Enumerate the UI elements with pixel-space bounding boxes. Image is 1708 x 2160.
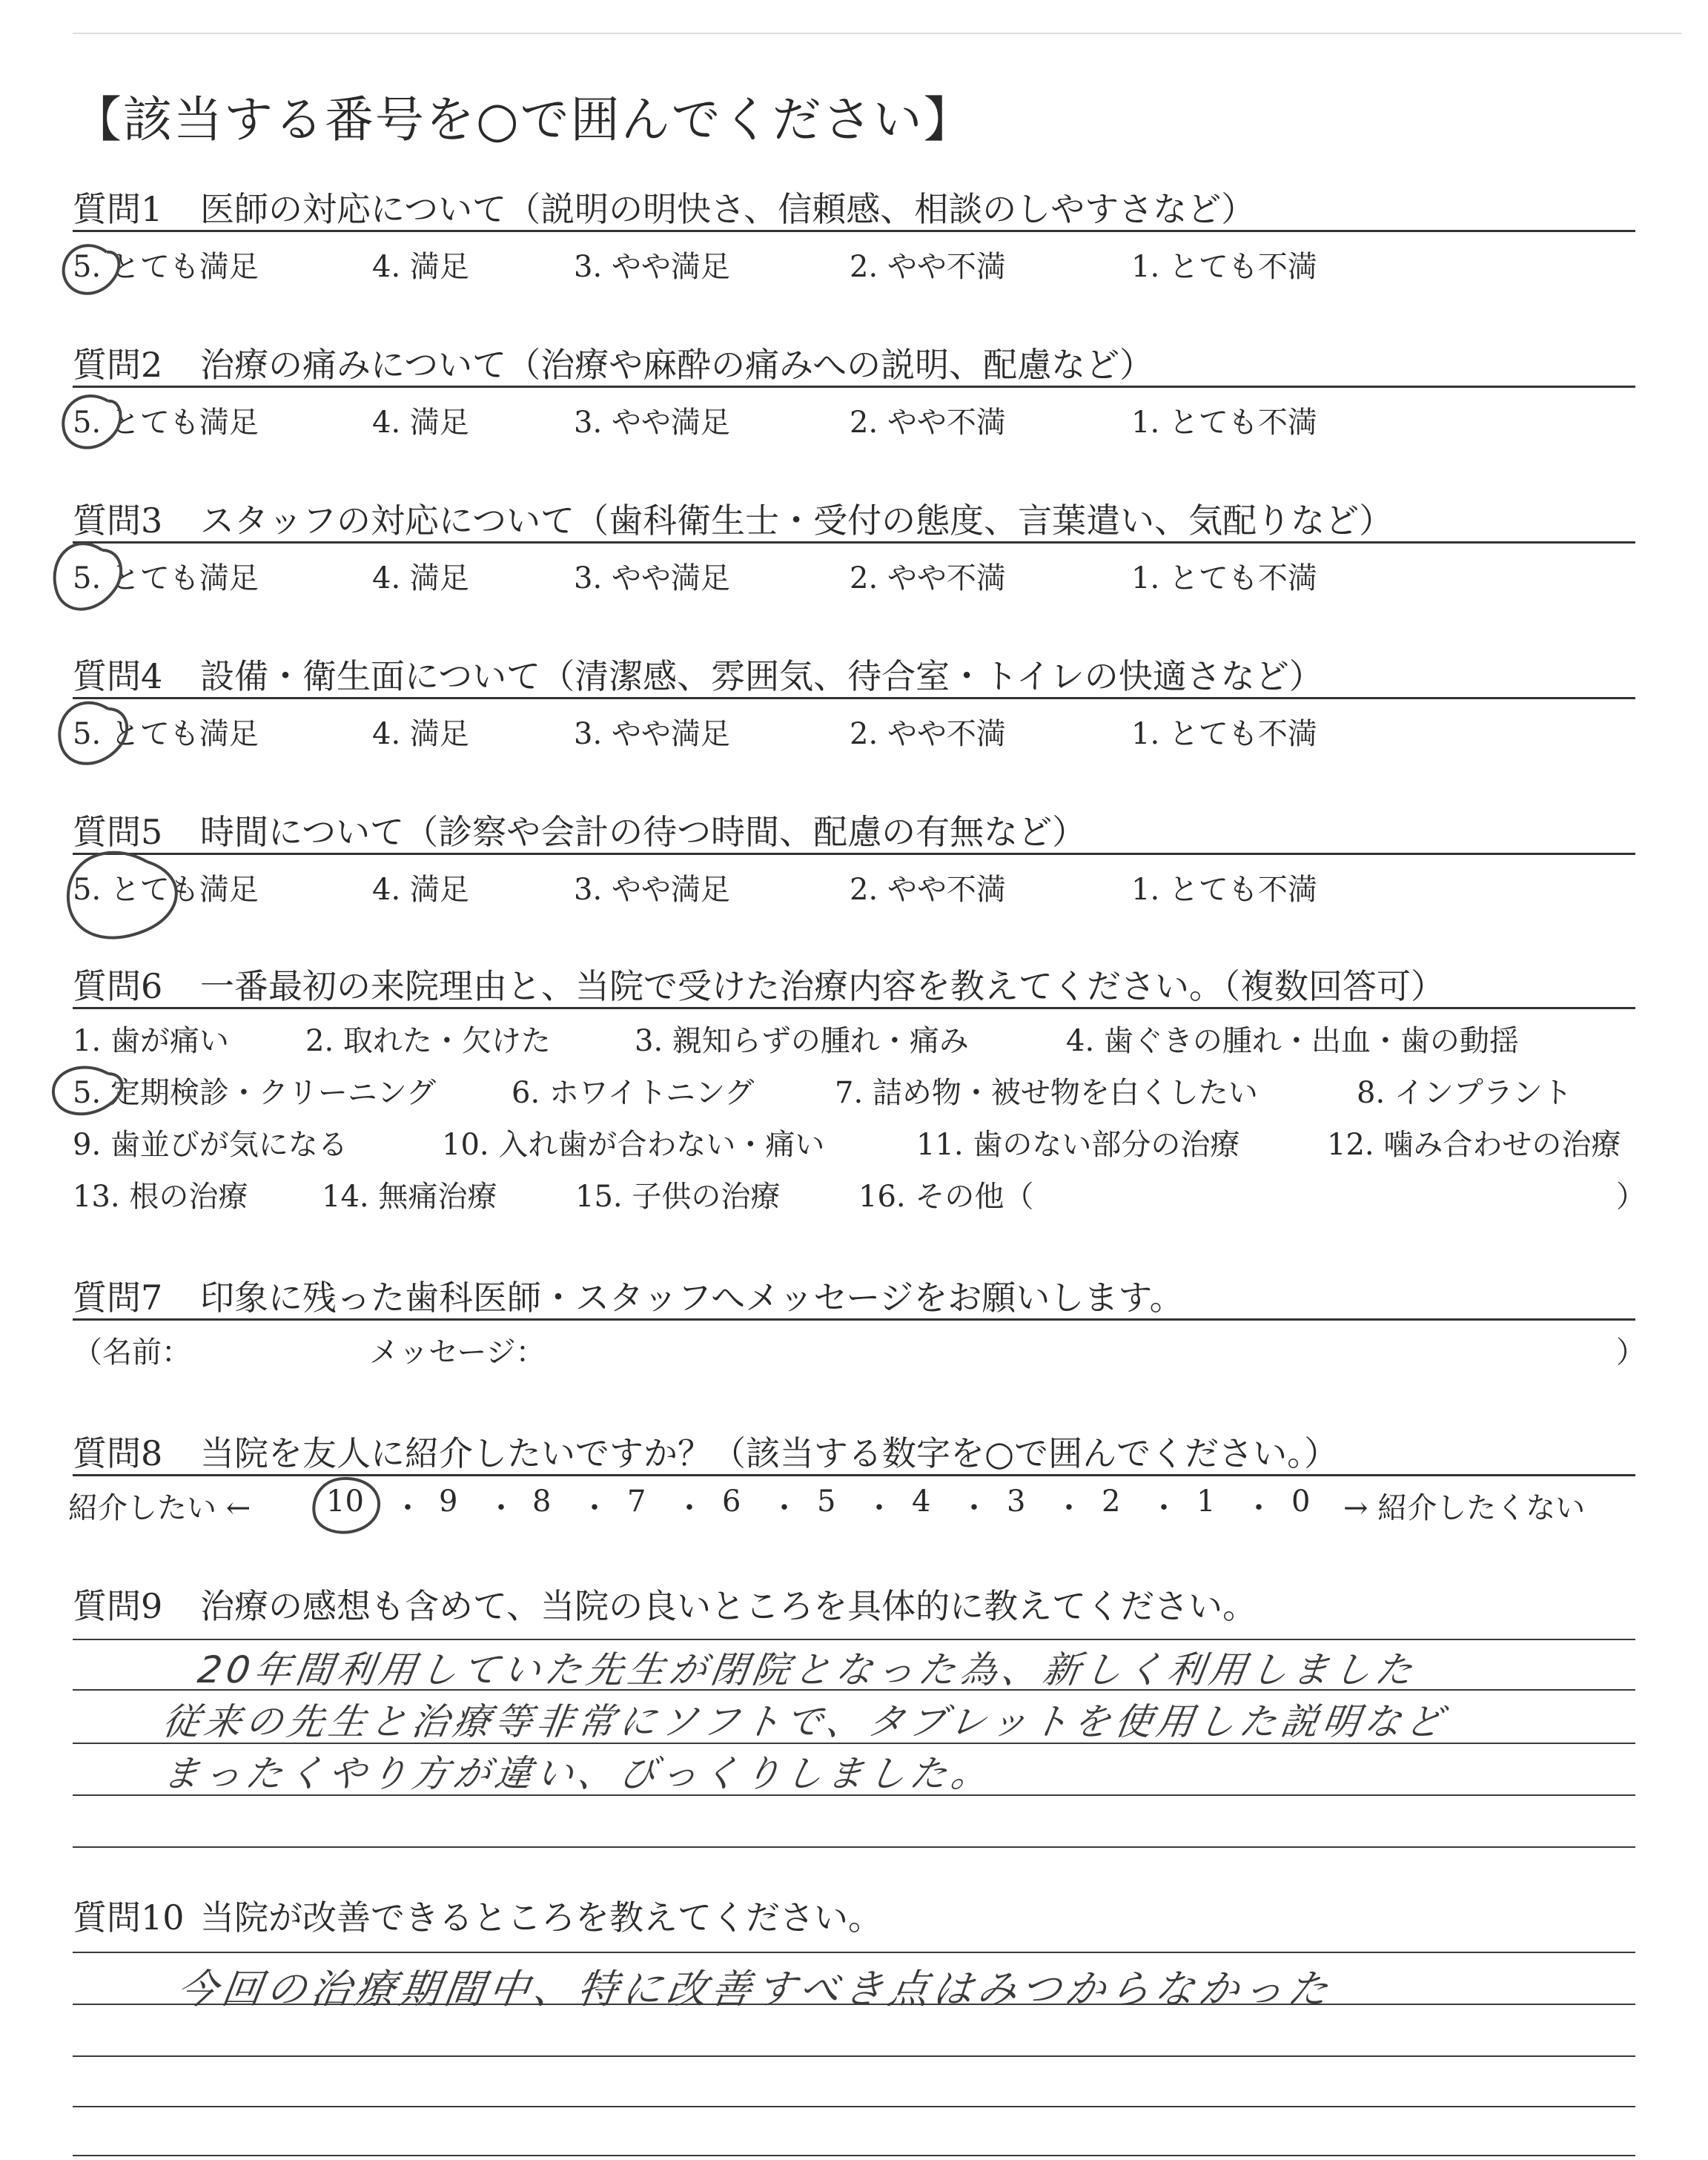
q6-option-10[interactable]: 10. 入れ歯が合わない・痛い [442,1128,825,1162]
q8-separator: ・ [1149,1491,1179,1525]
q8-score-3[interactable]: 3 [1007,1484,1026,1519]
q5-option-5[interactable]: 5. とても満足 [73,873,259,907]
question-3-number: 質問3 [73,501,163,541]
q8-right-label: → 紹介したくない [1343,1491,1586,1525]
question-1-number: 質問1 [73,189,163,229]
q10-line-3 [73,2055,1635,2057]
q8-score-4[interactable]: 4 [912,1484,931,1519]
q1-option-3[interactable]: 3. やや満足 [574,250,730,284]
q10-line-1 [73,1952,1635,1953]
q8-separator: ・ [769,1491,799,1525]
q8-separator: ・ [580,1491,609,1525]
q2-option-5[interactable]: 5. とても満足 [73,406,259,440]
top-divider [73,33,1681,34]
question-2-rule [73,386,1635,388]
q7-close-paren: ） [1616,1335,1646,1370]
q2-option-3[interactable]: 3. やや満足 [574,406,730,440]
question-7-rule [73,1318,1635,1321]
q4-option-4[interactable]: 4. 満足 [372,717,469,751]
question-3-title [73,494,1393,543]
q2-option-1[interactable]: 1. とても不満 [1131,406,1317,440]
q1-option-4[interactable]: 4. 満足 [372,250,469,284]
question-8-title [73,1427,1338,1476]
question-1-text: 医師の対応について（説明の明快さ、信頼感、相談のしやすさなど） [200,189,1256,229]
question-6-number: 質問6 [73,966,163,1006]
page-title: 【該当する番号を○で囲んでください】 [73,91,974,148]
q6-option-4[interactable]: 4. 歯ぐきの腫れ・出血・歯の動揺 [1066,1024,1519,1058]
question-5-text: 時間について（診察や会計の待つ時間、配慮の有無など） [200,812,1087,852]
q10-line-4 [73,2106,1635,2107]
question-8-text: 当院を友人に紹介したいですか？（該当する数字を○で囲んでください。） [200,1433,1339,1473]
q8-score-5[interactable]: 5 [817,1484,836,1519]
question-10-number: 質問10 [73,1898,185,1938]
q8-score-1[interactable]: 1 [1196,1484,1216,1519]
q3-option-2[interactable]: 2. やや不満 [850,561,1006,595]
q7-message-label: メッセージ： [369,1335,546,1370]
q6-option-9[interactable]: 9. 歯並びが気になる [73,1128,348,1162]
q6-option-11[interactable]: 11. 歯のない部分の治療 [916,1128,1240,1162]
q9-answer-line-2: 従来の先生と治療等非常にソフトで、タブレットを使用した説明など [159,1700,1451,1743]
q8-separator: ・ [1054,1491,1084,1525]
question-8-number: 質問8 [73,1433,163,1473]
q8-separator: ・ [675,1491,704,1525]
q8-left-label: 紹介したい ← [68,1491,251,1525]
q6-option-16-close: ） [1616,1180,1646,1214]
q4-option-5[interactable]: 5. とても満足 [73,717,259,751]
q8-score-9[interactable]: 9 [439,1484,458,1519]
question-9-title [73,1579,1257,1628]
q6-option-1[interactable]: 1. 歯が痛い [73,1024,229,1058]
q8-score-10[interactable]: 10 [326,1484,364,1519]
q8-separator: ・ [864,1491,894,1525]
question-2-title [73,338,1153,387]
q6-option-6[interactable]: 6. ホワイトニング [512,1076,755,1110]
q8-score-6[interactable]: 6 [722,1484,741,1519]
q2-option-2[interactable]: 2. やや不満 [850,406,1006,440]
q3-option-5[interactable]: 5. とても満足 [73,561,259,595]
question-1-title [73,182,1255,231]
q1-option-1[interactable]: 1. とても不満 [1131,250,1317,284]
q8-separator: ・ [959,1491,989,1525]
question-4-number: 質問4 [73,656,163,696]
question-3-text: スタッフの対応について（歯科衛生士・受付の態度、言葉遣い、気配りなど） [200,501,1394,541]
question-6-rule [73,1007,1635,1009]
q10-line-5 [73,2155,1635,2156]
question-10-title [73,1891,882,1940]
q4-option-1[interactable]: 1. とても不満 [1131,717,1317,751]
question-1-rule [73,230,1635,232]
q6-option-5[interactable]: 5. 定期検診・クリーニング [73,1076,437,1110]
q5-option-3[interactable]: 3. やや満足 [574,873,730,907]
q7-name-label: （名前： [73,1335,191,1370]
q1-option-2[interactable]: 2. やや不満 [850,250,1006,284]
q10-answer-line-1: 今回の治療期間中、特に改善すべき点はみつからなかった [174,1966,1336,2012]
q9-line-5 [73,1846,1635,1848]
q6-option-2[interactable]: 2. 取れた・欠けた [305,1024,551,1058]
q8-score-0[interactable]: 0 [1291,1484,1311,1519]
q6-option-7[interactable]: 7. 詰め物・被せ物を白くしたい [835,1076,1258,1110]
question-6-title [73,960,1445,1008]
question-5-rule [73,853,1635,855]
question-7-text: 印象に残った歯科医師・スタッフへメッセージをお願いします。 [200,1278,1184,1318]
question-9-number: 質問9 [73,1586,163,1626]
question-2-text: 治療の痛みについて（治療や麻酔の痛みへの説明、配慮など） [200,345,1154,385]
q6-option-13[interactable]: 13. 根の治療 [73,1180,248,1214]
q6-option-8[interactable]: 8. インプラント [1357,1076,1572,1110]
question-9-text: 治療の感想も含めて、当院の良いところを具体的に教えてください。 [200,1586,1257,1626]
question-10-text: 当院が改善できるところを教えてください。 [200,1898,882,1938]
q8-separator: ・ [1244,1491,1274,1525]
q3-option-4[interactable]: 4. 満足 [372,561,469,595]
question-4-text: 設備・衛生面について（清潔感、雰囲気、待合室・トイレの快適さなど） [200,656,1323,696]
q6-option-3[interactable]: 3. 親知らずの腫れ・痛み [635,1024,969,1058]
q1-option-5[interactable]: 5. とても満足 [73,250,259,284]
q5-option-4[interactable]: 4. 満足 [372,873,469,907]
question-5-number: 質問5 [73,812,163,852]
question-4-rule [73,697,1635,699]
q9-answer-line-1: 20年間利用していた先生が閉院となった為、新しく利用しました [195,1648,1420,1691]
question-3-rule [73,541,1635,544]
q8-separator: ・ [486,1491,516,1525]
question-8-rule [73,1474,1635,1476]
q3-option-3[interactable]: 3. やや満足 [574,561,730,595]
q8-score-8[interactable]: 8 [532,1484,552,1519]
q8-score-2[interactable]: 2 [1102,1484,1121,1519]
q3-option-1[interactable]: 1. とても不満 [1131,561,1317,595]
q4-option-2[interactable]: 2. やや不満 [850,717,1006,751]
question-5-title [73,805,1086,854]
q6-option-15[interactable]: 15. 子供の治療 [575,1180,781,1214]
q6-option-16[interactable]: 16. その他（ [858,1180,1034,1214]
q8-separator: ・ [393,1491,423,1525]
q8-score-7[interactable]: 7 [627,1484,646,1519]
q6-option-12[interactable]: 12. 噛み合わせの治療 [1327,1128,1621,1162]
question-6-text: 一番最初の来院理由と、当院で受けた治療内容を教えてください。（複数回答可） [200,966,1445,1006]
question-2-number: 質問2 [73,345,163,385]
q4-option-3[interactable]: 3. やや満足 [574,717,730,751]
q5-option-2[interactable]: 2. やや不満 [850,873,1006,907]
question-4-title [73,650,1323,698]
q6-option-14[interactable]: 14. 無痛治療 [322,1180,497,1214]
q5-option-1[interactable]: 1. とても不満 [1131,873,1317,907]
q9-answer-line-3: まったくやり方が違い、びっくりしました。 [159,1752,996,1795]
q2-option-4[interactable]: 4. 満足 [372,406,469,440]
question-7-number: 質問7 [73,1278,163,1318]
question-7-title [73,1271,1184,1320]
